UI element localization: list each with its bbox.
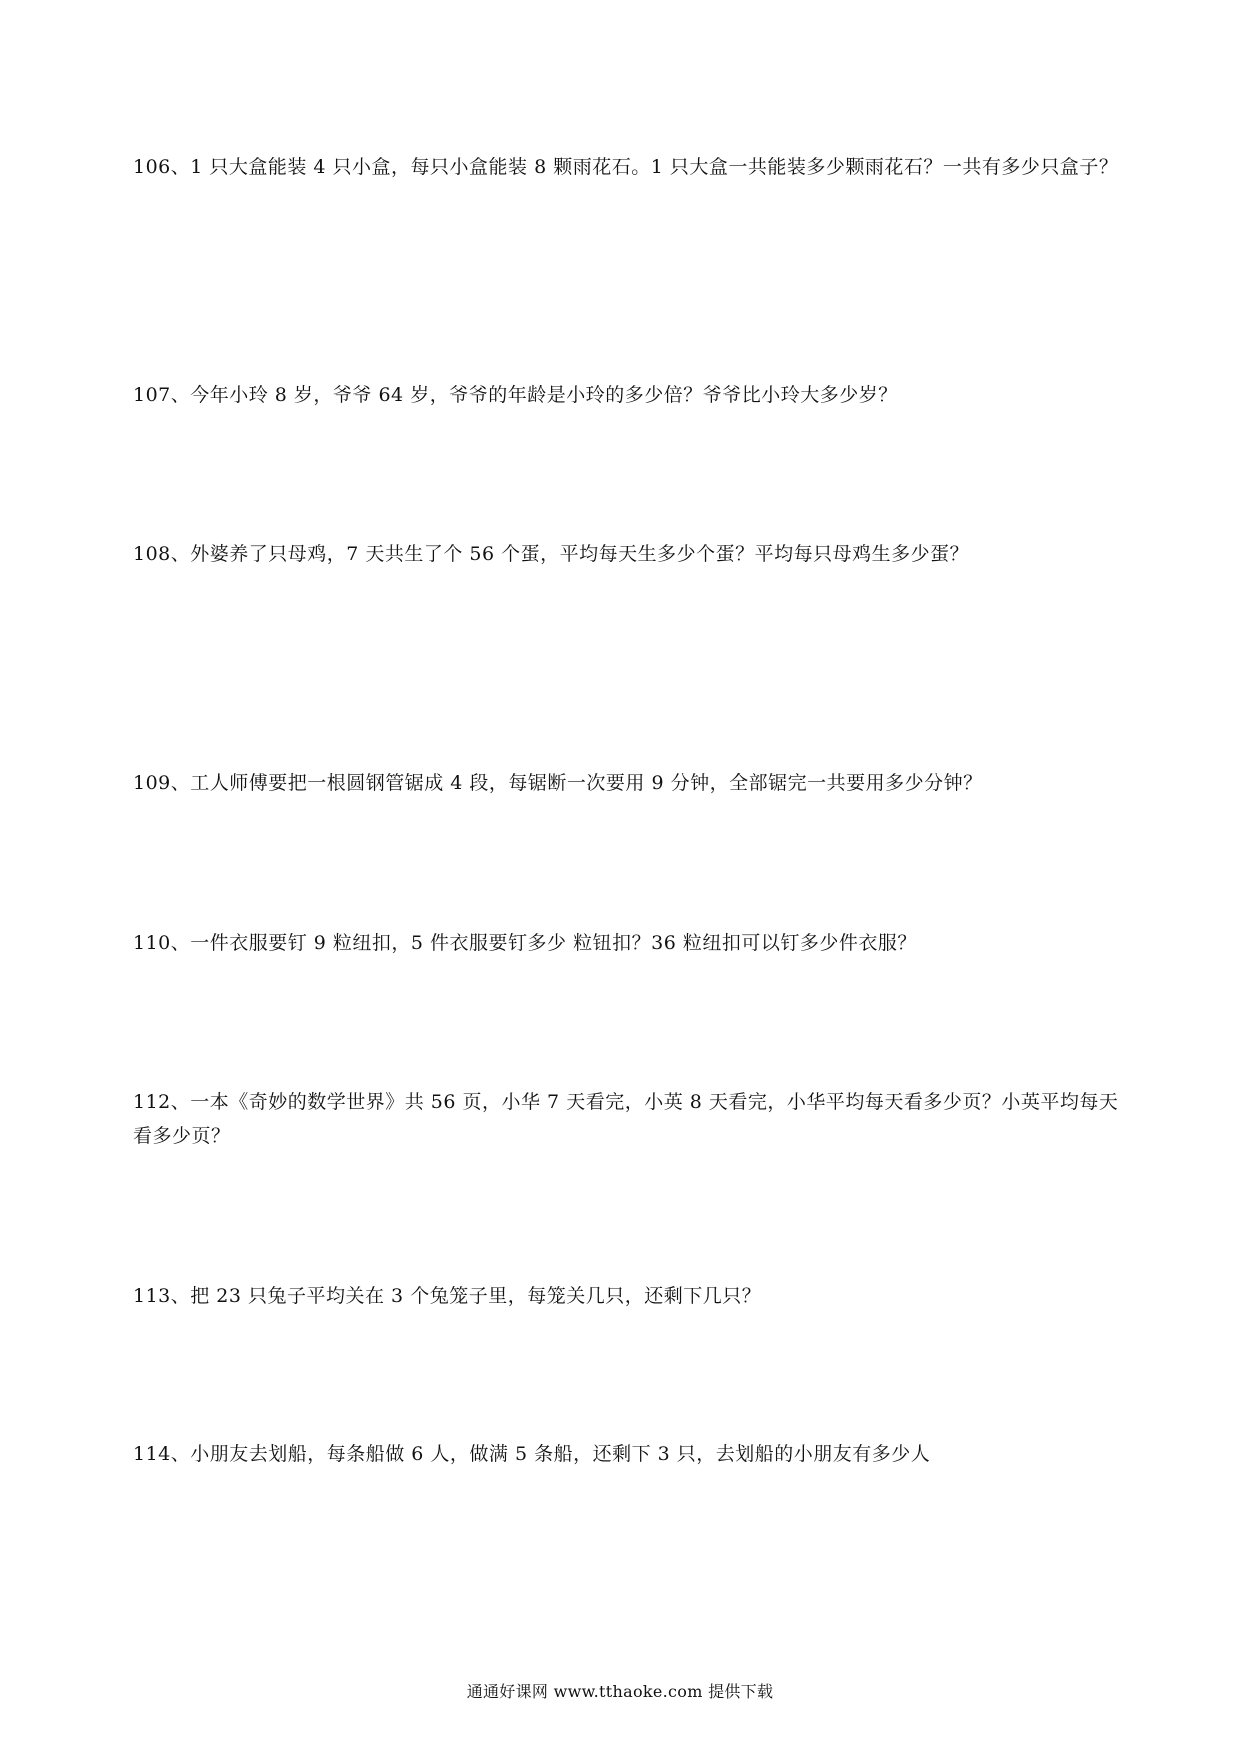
problem-113: 113、把 23 只兔子平均关在 3 个兔笼子里，每笼关几只，还剩下几只？ xyxy=(133,1285,762,1307)
problem-112: 112、一本《奇妙的数学世界》共 56 页，小华 7 天看完，小英 8 天看完，小华平均每天看多少页？小英平均每天看多少页？ xyxy=(133,1091,1119,1147)
problem-109: 109、工人师傅要把一根圆钢管锯成 4 段，每锯断一次要用 9 分钟，全部锯完一共要用多少分钟？ xyxy=(133,772,983,794)
problem-110: 110、一件衣服要钉 9 粒纽扣，5 件衣服要钉多少 粒钮扣？36 粒纽扣可以钉多少件衣服？ xyxy=(133,932,917,954)
problem-108: 108、外婆养了只母鸡，7 天共生了个 56 个蛋，平均每天生多少个蛋？平均每只母鸡生多少蛋？ xyxy=(133,543,970,565)
problem-114: 114、小朋友去划船，每条船做 6 人，做满 5 条船，还剩下 3 只，去划船的小朋友有多少人 xyxy=(133,1443,931,1465)
problem-107: 107、今年小玲 8 岁，爷爷 64 岁，爷爷的年龄是小玲的多少倍？爷爷比小玲大多少岁？ xyxy=(133,384,898,406)
problem-106: 106、1 只大盒能装 4 只小盒，每只小盒能装 8 颗雨花石。1 只大盒一共能装多少颗雨花石？一共有多少只盒子？ xyxy=(133,156,1119,178)
page-footer: 通通好课网 www.tthaoke.com 提供下载 xyxy=(466,1682,774,1701)
